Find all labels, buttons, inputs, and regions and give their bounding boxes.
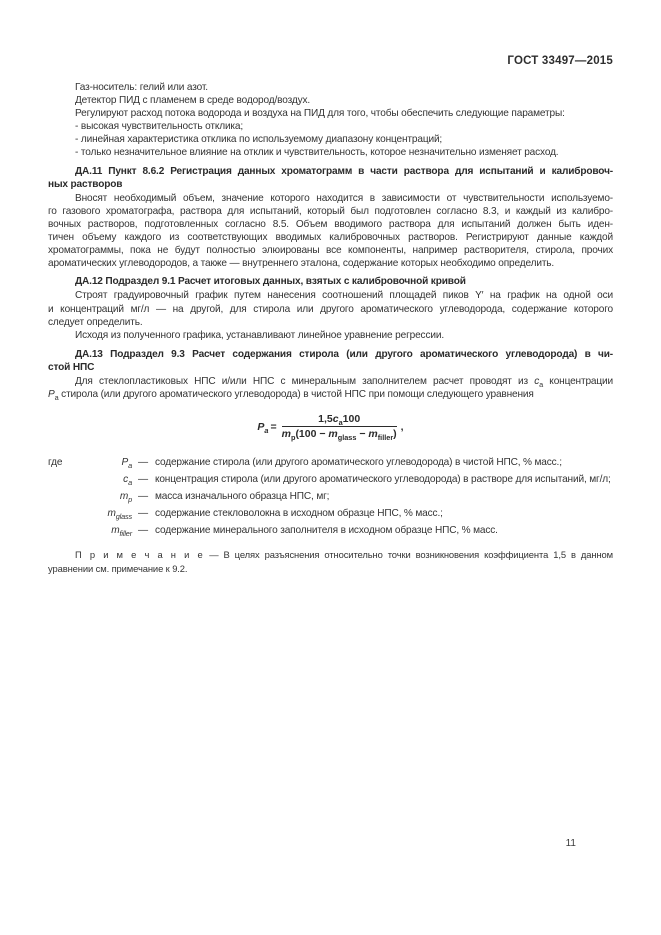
symbol-m: m xyxy=(328,428,338,441)
symbol-sub: a xyxy=(264,425,269,435)
paragraph-text: стирола (или другого ароматического углеводорода) в чистой НПС при помощи следующего уравнения xyxy=(58,389,534,401)
definitions-list xyxy=(48,454,613,539)
where-label: где xyxy=(48,457,63,469)
fraction-denominator xyxy=(281,427,397,443)
fraction xyxy=(281,413,397,443)
factor: 100 xyxy=(342,413,361,426)
heading-line: ных растворов xyxy=(48,178,123,190)
dash: — xyxy=(138,457,148,469)
formula-trailing-comma: , xyxy=(400,420,404,433)
page-number: 11 xyxy=(565,838,576,849)
intro-list-item: - высокая чувствительность отклика; xyxy=(75,121,244,133)
paragraph-text: концентрации xyxy=(543,375,613,387)
fraction-numerator xyxy=(282,413,397,427)
paragraph-line: го газового хроматографа, раствора для испытаний, который был подготовлен согласно 8.3, и каждый из калибро- xyxy=(48,205,613,217)
definition-row xyxy=(48,488,613,505)
paren-close: ) xyxy=(393,428,397,441)
symbol-P: P xyxy=(257,420,265,433)
section-da12-paragraph-1 xyxy=(48,289,613,328)
definition-row xyxy=(48,454,613,471)
symbol-sub: p xyxy=(290,433,296,443)
heading-line: стой НПС xyxy=(48,361,95,373)
content-column xyxy=(48,0,613,575)
paragraph-line: вочных растворов, подготовленных согласно 8.5. Объем вводимого раствора для испытаний должен быть иден- xyxy=(48,218,613,230)
symbol-P: P xyxy=(48,389,55,401)
intro-paragraphs xyxy=(48,81,613,160)
symbol-sub: a xyxy=(128,461,132,471)
symbol-sub-filler: filler xyxy=(377,433,394,443)
definition-term xyxy=(74,471,132,488)
paragraph-line: следует определить. xyxy=(48,316,143,328)
symbol-m: m xyxy=(368,428,378,441)
paragraph-line: хроматограммы, пока не будут полностью элюированы все компоненты, например растворителя, стирола, прочих xyxy=(48,245,613,257)
section-da11-heading xyxy=(48,165,613,191)
note-label: П р и м е ч а н и е xyxy=(75,549,205,561)
note-line: уравнении см. примечание к 9.2. xyxy=(48,562,188,574)
dash: — xyxy=(138,474,148,486)
symbol-m: m xyxy=(281,428,291,441)
symbol-sub: glass xyxy=(115,512,132,522)
definition-text: содержание минерального заполнителя в исходном образце НПС, % масс. xyxy=(154,525,498,537)
symbol-c: c xyxy=(332,413,339,426)
definition-term xyxy=(74,454,132,471)
paragraph-line: Строят градуировочный график путем нанесения соотношений площадей пиков Y′ на график на одной оси xyxy=(75,290,613,302)
symbol-sub: a xyxy=(128,478,132,488)
intro-list-item: - только незначительное влияние на отклик и чувствительность, которое незначительно изменяет расход. xyxy=(75,147,559,159)
section-da12-heading xyxy=(48,275,613,288)
note-text: — В целях разъяснения относительно точки возникновения коэффициента 1,5 в данном xyxy=(204,549,613,561)
section-da13-heading xyxy=(48,348,613,374)
definition-row xyxy=(48,522,613,539)
dash: — xyxy=(138,491,148,503)
doc-header: ГОСТ 33497—2015 xyxy=(507,55,613,67)
symbol-sub: a xyxy=(338,418,343,428)
definition-text: содержание стирола (или другого ароматического углеводорода) в чистой НПС, % масс.; xyxy=(154,457,562,469)
note-paragraph xyxy=(48,548,613,575)
dash: — xyxy=(138,525,148,537)
symbol-c: c xyxy=(534,375,540,387)
symbol-sub: filler xyxy=(119,529,132,539)
definition-row xyxy=(48,505,613,522)
intro-line: Детектор ПИД с пламенем в среде водород/воздух. xyxy=(75,95,311,107)
symbol-sub: p xyxy=(128,495,132,505)
paragraph-line: и концентраций мг/л — на другой, для стирола или другого ароматического углеводорода, содержание которого xyxy=(48,303,613,315)
note-line xyxy=(48,548,613,562)
definition-text: концентрация стирола (или другого ароматического углеводорода) в растворе для испытаний, мг/л; xyxy=(154,474,611,486)
paragraph-text: Для стеклопластиковых НПС и/или НПС с минеральным заполнителем расчет проводят из xyxy=(75,375,535,387)
paren-open: (100 − xyxy=(295,428,329,441)
section-da12-paragraph-2 xyxy=(48,329,613,342)
coefficient: 1,5 xyxy=(318,413,333,426)
minus-sign: − xyxy=(356,428,369,441)
paragraph-line xyxy=(48,375,613,388)
intro-line: Регулируют расход потока водорода и воздуха на ПИД для того, чтобы обеспечить следующие параметры: xyxy=(75,108,565,120)
paragraph-line: ароматических углеводородов, а также — внутреннего эталона, содержание которых необходимо определить. xyxy=(48,258,555,270)
definition-term xyxy=(74,522,132,539)
symbol-base: m xyxy=(111,525,120,537)
definition-text: масса изначального образца НПС, мг; xyxy=(154,491,330,503)
section-da13-paragraph xyxy=(48,375,613,401)
intro-list-item: - линейная характеристика отклика по используемому диапазону концентраций; xyxy=(75,134,443,146)
symbol-base: P xyxy=(121,457,129,469)
heading-line: ДА.13 Подраздел 9.3 Расчет содержания стирола (или другого ароматического углеводорода) в чи- xyxy=(75,348,613,360)
heading-line: ДА.12 Подраздел 9.1 Расчет итоговых данных, взятых с калибровочной кривой xyxy=(75,276,466,288)
symbol-base: c xyxy=(123,474,129,486)
symbol-sub: a xyxy=(54,393,59,403)
paragraph-line: тичен объему каждого из соответствующих вводимых калибровочных растворов. Регистрируют данные каждой xyxy=(48,232,613,244)
symbol-base: m xyxy=(107,508,116,520)
equation-lhs xyxy=(257,421,268,433)
symbol-sub: a xyxy=(539,379,544,389)
heading-line: ДА.11 Пункт 8.6.2 Регистрация данных хроматограмм в части раствора для испытаний и калибровоч- xyxy=(75,165,613,177)
definition-row xyxy=(48,471,613,488)
equals-sign: = xyxy=(270,420,277,433)
section-da11-paragraph xyxy=(48,192,613,271)
intro-line: Газ-носитель: гелий или азот. xyxy=(75,82,208,93)
paragraph-line: Исходя из полученного графика, устанавливают линейное уравнение регрессии. xyxy=(75,329,444,341)
definition-term xyxy=(74,505,132,522)
dash: — xyxy=(138,508,148,520)
symbol-base: m xyxy=(119,491,129,503)
paragraph-line: Вносят необходимый объем, значение которого находится в зависимости от чувствительности используемо- xyxy=(75,192,613,204)
definition-term xyxy=(74,488,132,505)
definition-text: содержание стекловолокна в исходном образце НПС, % масс.; xyxy=(154,508,443,520)
symbol-sub-glass: glass xyxy=(337,433,357,443)
equation xyxy=(48,413,613,443)
paragraph-line xyxy=(48,388,613,401)
